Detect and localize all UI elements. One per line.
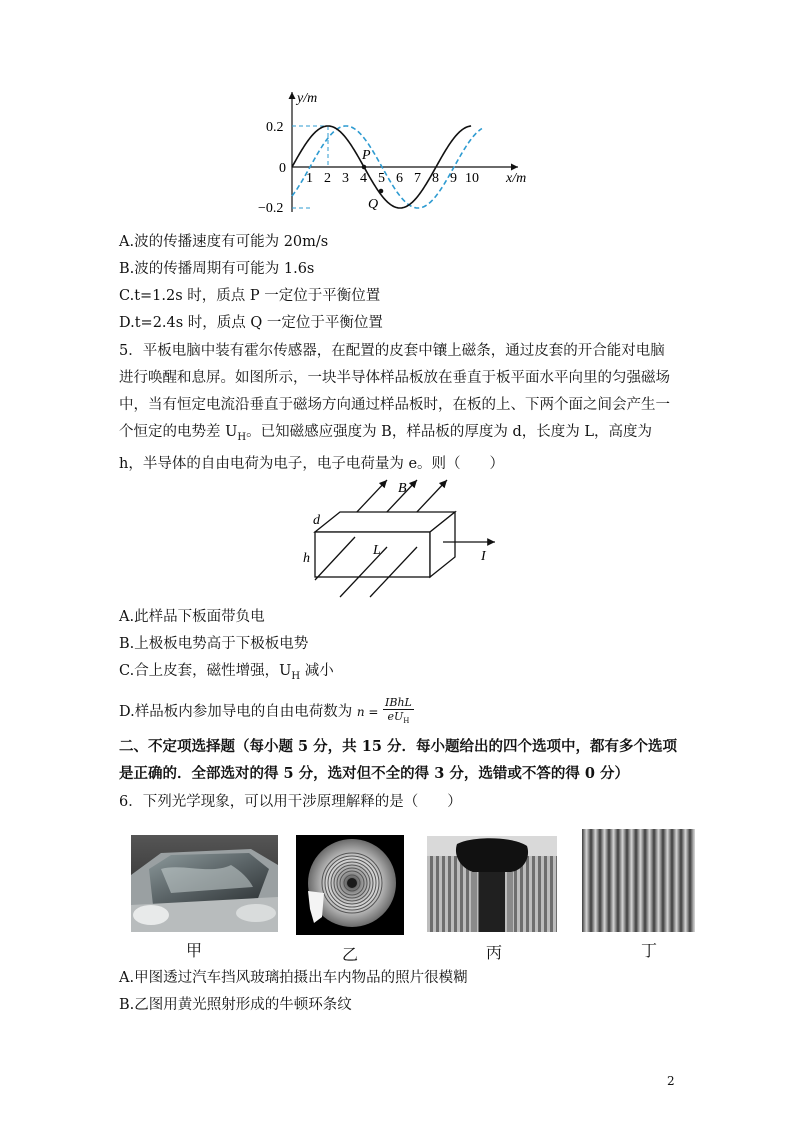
q4-option-a: A.波的传播速度有可能为 20m/s (119, 234, 329, 250)
q6-option-a: A.甲图透过汽车挡风玻璃拍摄出车内物品的照片很模糊 (119, 970, 468, 986)
y-tick-label: 0.2 (266, 120, 284, 135)
label-B: B (398, 481, 407, 496)
y-axis-label: y/m (297, 91, 318, 106)
x-tick-label: 8 (432, 171, 439, 186)
section2-heading: 二、不定项选择题（每小题 5 分，共 15 分．每小题给出的四个选项中，都有多个选项是正确的．全部选对的得 5 分，选对但不全的得 3 分，选错或不答的得 0 分） (119, 738, 677, 782)
photo-jia-windshield (131, 835, 278, 932)
caption-bing: 丙 (486, 943, 503, 962)
q5-option-d: D.样品板内参加导电的自由电荷数为 n = $\frac{\text{IBhL}}{eU_H}$ (119, 696, 414, 728)
label-h: h (303, 551, 310, 566)
formula-fraction: $\frac{\text{IBhL}}{eU_H}$ (385, 696, 412, 726)
photo-ding-interference-stripes (582, 829, 695, 932)
x-tick-label: 4 (360, 171, 367, 186)
q6-stem: 6．下列光学现象，可以用干涉原理解释的是（ ） (119, 794, 462, 810)
point-P-label: P (362, 148, 371, 163)
point-P-marker (362, 165, 367, 170)
q5-option-a: A.此样品下板面带负电 (119, 609, 265, 625)
q5-option-c: C.合上皮套，磁性增强，$U_H$ 减小 (119, 663, 334, 682)
q5-option-b: B.上极板电势高于下极板电势 (119, 636, 309, 652)
wave-graph (250, 88, 540, 223)
label-I: I (481, 549, 486, 564)
x-tick-label: 3 (342, 171, 349, 186)
x-tick-label: 9 (450, 171, 457, 186)
hall-sensor-diagram (295, 472, 505, 602)
point-Q-label: Q (368, 197, 379, 212)
x-axis-label: x/m (506, 171, 527, 186)
q5-stem: 5．平板电脑中装有霍尔传感器，在配置的皮套中镶上磁条，通过皮套的开合能对电脑进行唤醒和息屏。如图所示，一块半导体样品板放在垂直于板平面水平向里的匀强磁场中，当有恒定电流沿垂直于磁场方向通过样品板时，在板的上、下两个面之间会产生一个恒定的电势差 $U_H$。已知磁感应强度为 B，样品板的厚度为 d，长度为 L，高度为 h，半导体的自由电荷为电子，电子电荷量为 e。则（ ） (119, 343, 670, 472)
label-L: L (373, 543, 381, 558)
q4-option-b: B.波的传播周期有可能为 1.6s (119, 261, 315, 277)
caption-jia: 甲 (186, 941, 203, 960)
page-number: 2 (667, 1074, 675, 1088)
caption-yi: 乙 (342, 945, 359, 964)
photo-yi-newton-rings (296, 835, 404, 935)
label-d: d (313, 513, 320, 528)
y-tick-label: 0 (279, 161, 286, 176)
x-tick-label: 5 (378, 171, 385, 186)
q4-option-c: C.t=1.2s 时，质点 P 一定位于平衡位置 (119, 288, 381, 304)
y-tick-label: −0.2 (258, 201, 284, 216)
x-tick-label: 10 (465, 171, 479, 186)
x-tick-label: 6 (396, 171, 403, 186)
photo-bing-diffraction (427, 836, 557, 932)
x-tick-label: 7 (414, 171, 421, 186)
caption-ding: 丁 (641, 941, 658, 960)
x-tick-label: 1 (306, 171, 313, 186)
q4-option-d: D.t=2.4s 时，质点 Q 一定位于平衡位置 (119, 315, 383, 331)
point-Q-marker (379, 189, 384, 194)
q6-option-b: B.乙图用黄光照射形成的牛顿环条纹 (119, 997, 352, 1013)
x-tick-label: 2 (324, 171, 331, 186)
